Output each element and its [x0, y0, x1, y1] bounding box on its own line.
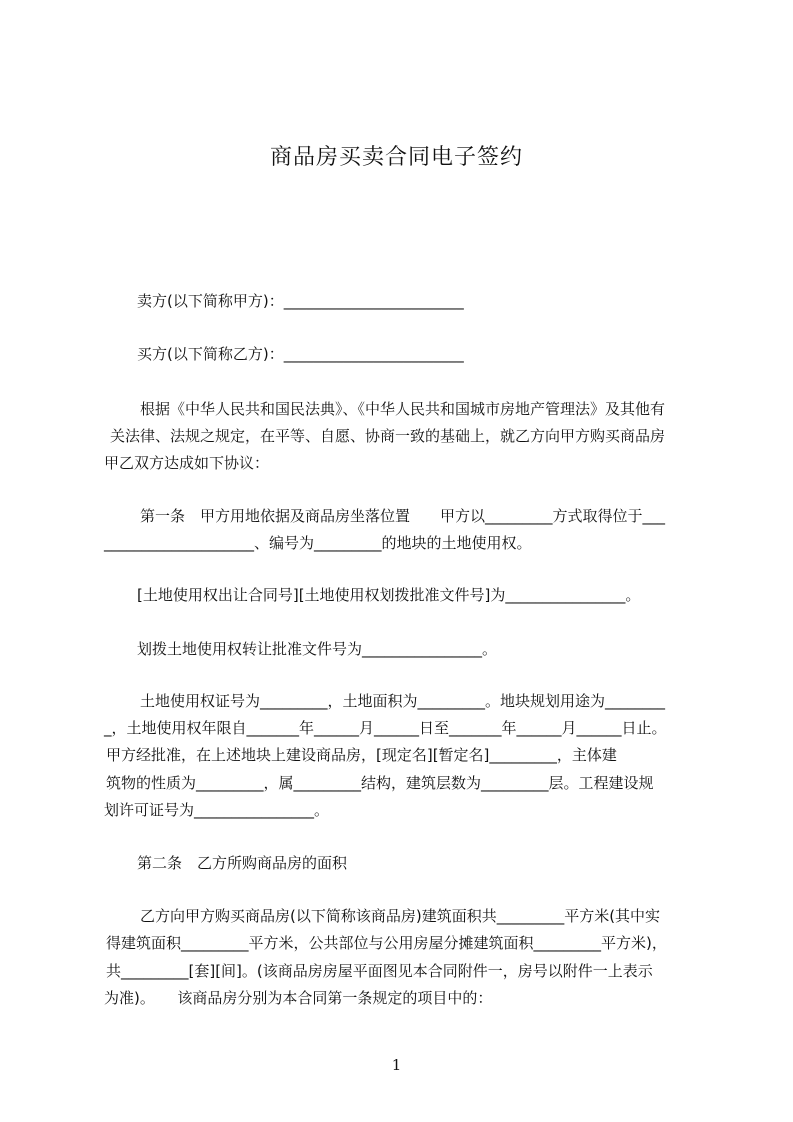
article2-line-4: 为准)。 该商品房分别为本合同第一条规定的项目中的：: [104, 989, 493, 1007]
preamble-line-2: 关法律、法规之规定，在平等、自愿、协商一致的基础上，就乙方向甲方购买商品房: [110, 427, 666, 445]
preamble-line-1: 根据《中华人民共和国民法典》、《中华人民共和国城市房地产管理法》及其他有: [140, 400, 666, 418]
article1-line-1: 第一条 甲方用地依据及商品房坐落位置 甲方以_________方式取得位于___: [140, 507, 666, 525]
article2-heading: 第二条 乙方所购商品房的面积: [137, 854, 348, 872]
buyer-line: 买方(以下简称乙方)：________________________: [137, 345, 464, 363]
article2-line-1: 乙方向甲方购买商品房(以下简称该商品房)建筑面积共_________平方米(其中实: [140, 907, 661, 925]
article1-line-2: ____________________、编号为_________的地块的土地使用权。: [104, 534, 532, 552]
document-title: 商品房买卖合同电子签约: [269, 145, 523, 170]
article1-land-line-5: 划许可证号为________________。: [104, 801, 330, 819]
seller-line: 卖方(以下简称甲方)：________________________: [137, 292, 464, 310]
article1-land-line-1: 土地使用权证号为_________，土地面积为_________。地块规划用途为________: [140, 692, 666, 710]
article2-line-3: 共_________[套][间]。(该商品房房屋平面图见本合同附件一，房号以附件一上表示: [106, 962, 653, 980]
preamble-line-3: 甲乙双方达成如下协议：: [104, 454, 270, 472]
article2-line-2: 得建筑面积_________平方米，公共部位与公用房屋分摊建筑面积_________平方米)，: [106, 934, 667, 952]
page-number: 1: [391, 1056, 402, 1074]
article1-transfer-number: 划拨土地使用权转让批准文件号为________________。: [137, 640, 498, 658]
article1-land-line-4: 筑物的性质为_________，属_________结构，建筑层数为_________层。工程建设规: [106, 774, 654, 792]
article1-land-line-3: 甲方经批准，在上述地块上建设商品房，[现定名][暂定名]_________，主体建: [106, 746, 617, 764]
article1-land-line-2: _，土地使用权年限自_______年______月______日至_______年______月______日止。: [104, 719, 667, 737]
article1-contract-number: [土地使用权出让合同号][土地使用权划拨批准文件号]为________________。: [137, 586, 641, 604]
